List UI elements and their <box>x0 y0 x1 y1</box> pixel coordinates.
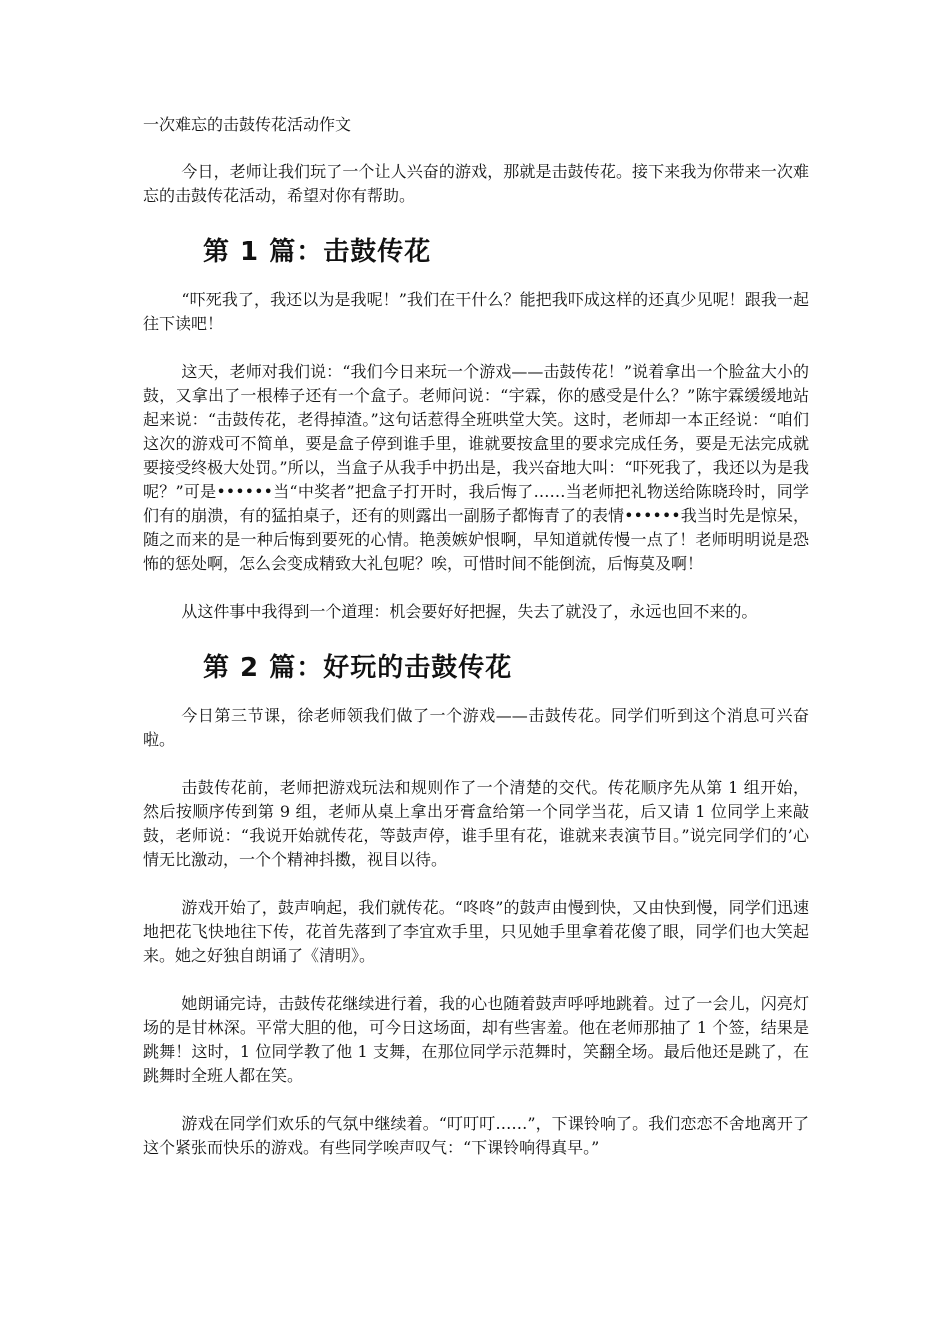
section-2-paragraph-1: 今日第三节课，徐老师领我们做了一个游戏——击鼓传花。同学们听到这个消息可兴奋啦。 <box>143 706 809 749</box>
document-page <box>143 113 809 1184</box>
section-2-paragraph-5: 游戏在同学们欢乐的气氛中继续着。“叮叮叮……”，下课铃响了。我们恋恋不舍地离开了这个紧张而快乐的游戏。有些同学唉声叹气：“下课铃响得真早。” <box>143 1114 809 1157</box>
section-2-paragraph-4: 她朗诵完诗，击鼓传花继续进行着，我的心也随着鼓声呼呼地跳着。过了一会儿，闪亮灯场的是甘林深。平常大胆的他，可今日这场面，却有些害羞。他在老师那抽了 1 个签，结果是跳舞！这时，1 位同学教了他 1 支舞，在那位同学示范舞时，笑翻全场。最后他还是跳了，在跳舞时全班人都在笑。 <box>143 994 809 1085</box>
intro-paragraph: 今日，老师让我们玩了一个让人兴奋的游戏，那就是击鼓传花。接下来我为你带来一次难忘的击鼓传花活动，希望对你有帮助。 <box>143 162 809 205</box>
section-2-heading: 第 2 篇：好玩的击鼓传花 <box>203 653 513 683</box>
section-2-paragraph-3: 游戏开始了，鼓声响起，我们就传花。“咚咚”的鼓声由慢到快，又由快到慢，同学们迅速地把花飞快地往下传，花首先落到了李宜欢手里，只见她手里拿着花傻了眼，同学们也大笑起来。她之好独自朗诵了《清明》。 <box>143 898 809 965</box>
document-title: 一次难忘的击鼓传花活动作文 <box>143 115 352 134</box>
section-1-heading: 第 1 篇：击鼓传花 <box>203 237 432 267</box>
section-1-paragraph-1: “吓死我了，我还以为是我呢！”我们在干什么？能把我吓成这样的还真少见呢！跟我一起往下读吧！ <box>143 290 809 333</box>
section-1-paragraph-3: 从这件事中我得到一个道理：机会要好好把握，失去了就没了，永远也回不来的。 <box>181 602 758 621</box>
section-2-paragraph-2: 击鼓传花前，老师把游戏玩法和规则作了一个清楚的交代。传花顺序先从第 1 组开始，然后按顺序传到第 9 组，老师从桌上拿出牙膏盒给第一个同学当花，后又请 1 位同学上来敲鼓，老师说：“我说开始就传花，等鼓声停，谁手里有花，谁就来表演节目。”说完同学们的’心情无比激动，一个个精神抖擞，视目以待。 <box>143 778 809 869</box>
section-1-paragraph-2: 这天，老师对我们说：“我们今日来玩一个游戏——击鼓传花！”说着拿出一个脸盆大小的鼓，又拿出了一根棒子还有一个盒子。老师问说：“宇霖，你的感受是什么？”陈宇霖缓缓地站起来说：“击鼓传花，老得掉渣。”这句话惹得全班哄堂大笑。这时，老师却一本正经说：“咱们这次的游戏可不简单，要是盒子停到谁手里，谁就要按盒里的要求完成任务，要是无法完成就要接受终极大处罚。”所以，当盒子从我手中扔出是，我兴奋地大叫：“吓死我了，我还以为是我呢？”可是••••••当“中奖者”把盒子打开时，我后悔了……当老师把礼物送给陈晓玲时，同学们有的崩溃，有的猛拍桌子，还有的则露出一副肠子都悔青了的表情••••••我当时先是惊呆，随之而来的是一种后悔到要死的心情。艳羡嫉妒恨啊，早知道就传慢一点了！老师明明说是恐怖的惩处啊，怎么会变成精致大礼包呢？唉，可惜时间不能倒流，后悔莫及啊！ <box>143 362 809 573</box>
